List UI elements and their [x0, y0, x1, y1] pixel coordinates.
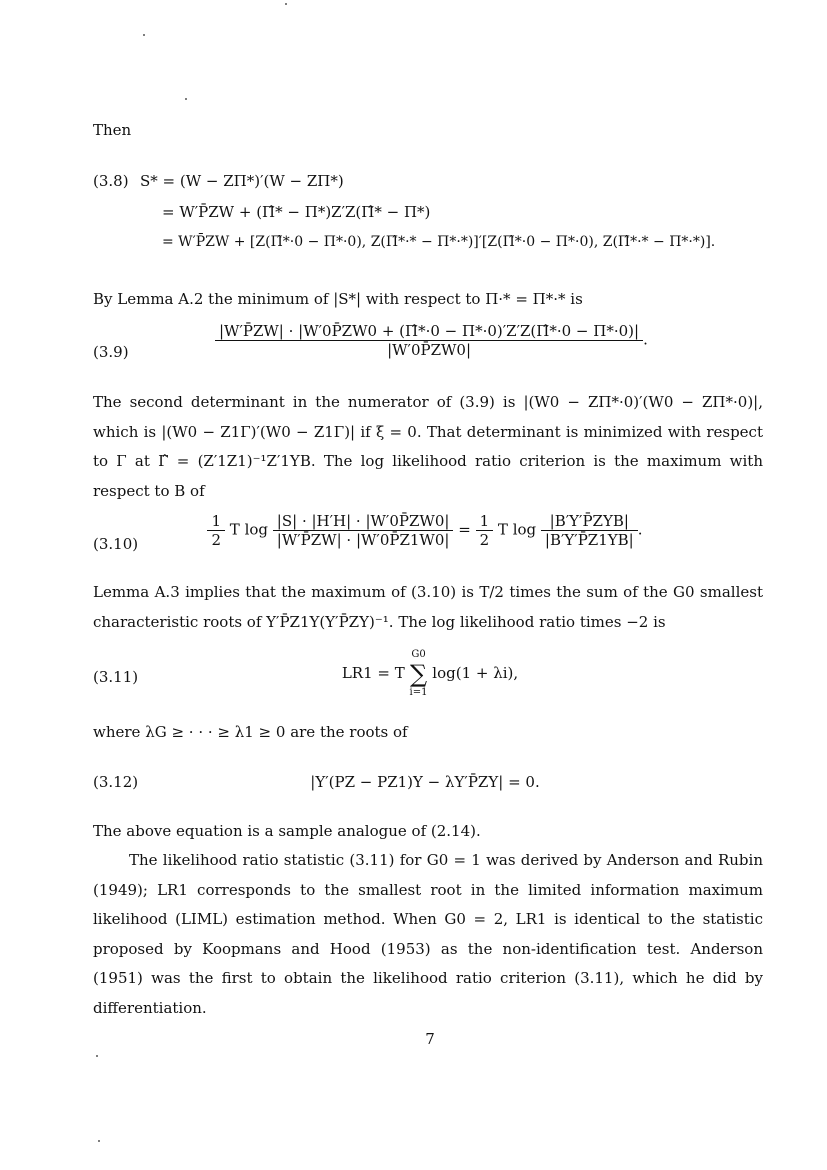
page-number: 7	[425, 1030, 435, 1048]
equation-number-3-9: (3.9)	[93, 343, 129, 361]
intro-text: Then	[93, 121, 132, 139]
half-numerator: 1	[207, 512, 225, 531]
scan-speck	[98, 1140, 100, 1142]
summation-lower-limit: i=1	[409, 687, 428, 698]
final-paragraph: The likelihood ratio statistic (3.11) for G0 = 1 was derived by Anderson and Rubin (1949); LR1 corresponds to the smallest root in the limited information maximum likelihood (LIML) estimation method. When G0 = 2, LR1 is identical to the statistic proposed by Koopmans and Hood (1953) as the non-identification test. Anderson (1951) was the first to obtain the likelihood ratio criterion (3.11), which he did by differentiation.	[93, 851, 763, 1017]
equation-3-10-half-left	[207, 512, 225, 549]
lemma-a3-paragraph: Lemma A.3 implies that the maximum of (3.10) is T/2 times the sum of the G0 smallest characteristic roots of Y′P̄Z1Y(Y′P̄ZY)⁻¹. The log likelihood ratio times −2 is	[93, 583, 763, 631]
tlog-left: T log	[229, 520, 268, 539]
summation-sign: ∑	[409, 660, 428, 688]
scan-speck	[96, 1055, 98, 1057]
analogue-sentence: The above equation is a sample analogue of (2.14).	[93, 822, 481, 840]
where-line: where λG ≥ · · · ≥ λ1 ≥ 0 are the roots of	[93, 723, 408, 741]
equation-3-11-lhs: LR1 = T	[341, 664, 405, 682]
equation-3-8-line-3: = W′P̄ZW + [Z(Π̂*·0 − Π*·0), Z(Π̂*·* − Π*·*)]′[Z(Π̂*·0 − Π*·0), Z(Π̂*·* − Π*·*)].	[162, 234, 716, 250]
equals-sign: =	[458, 520, 471, 539]
summation	[410, 648, 428, 700]
equation-3-10-lhs-fraction	[273, 512, 454, 549]
equation-3-9	[215, 322, 648, 359]
equation-number-3-10: (3.10)	[93, 535, 139, 553]
summation-upper-limit: G0	[411, 649, 426, 660]
equation-3-8-line-2: = W′P̄ZW + (Π̂* − Π*)Z′Z(Π̂* − Π*)	[162, 203, 431, 221]
scan-speck	[185, 98, 187, 100]
equation-3-11-rhs: log(1 + λi),	[432, 664, 519, 682]
lhs-numerator: |S| · |H′H| · |W′0P̄ZW0|	[273, 512, 454, 531]
half-numerator: 1	[476, 512, 494, 531]
half-denominator: 2	[211, 531, 222, 549]
equation-3-10-period: .	[637, 520, 643, 539]
equation-3-8-line-1: S* = (W − ZΠ*)′(W − ZΠ*)	[140, 172, 344, 190]
equation-number-3-8: (3.8)	[93, 172, 129, 190]
rhs-denominator: |B′Y′P̄Z1YB|	[544, 531, 634, 549]
scan-speck	[143, 34, 145, 36]
equation-3-9-numerator: |W′P̄ZW| · |W′0P̄ZW0 + (Π̂*·0 − Π*·0)′Z′Z(Π̂*·0 − Π*·0)|	[215, 322, 643, 341]
rhs-numerator: |B′Y′P̄ZYB|	[541, 512, 638, 531]
lhs-denominator: |W′P̄ZW| · |W′0P̄Z1W0|	[276, 531, 450, 549]
equation-3-11	[300, 648, 560, 700]
equation-3-10-rhs-fraction	[541, 512, 638, 549]
equation-3-9-denominator: |W′0P̄ZW0|	[387, 341, 472, 359]
equation-number-3-12: (3.12)	[93, 773, 139, 791]
equation-number-3-11: (3.11)	[93, 668, 139, 686]
lemma-a2-text: By Lemma A.2 the minimum of |S*| with respect to Π·* = Π*·* is	[93, 290, 583, 308]
scan-speck	[285, 3, 287, 5]
equation-3-9-period: .	[643, 330, 648, 349]
equation-3-9-fraction	[215, 322, 643, 359]
equation-3-12: |Y′(PZ − PZ1)Y − λY′P̄ZY| = 0.	[310, 773, 540, 791]
half-denominator: 2	[479, 531, 490, 549]
tlog-right: T log	[497, 520, 537, 539]
equation-3-10-half-right	[476, 512, 494, 549]
second-determinant-paragraph: The second determinant in the numerator of (3.9) is |(W0 − ZΠ*·0)′(W0 − ZΠ*·0)|, which is |(W0 − Z1Γ)′(W0 − Z1Γ)| if ξ = 0. That determinant is minimized with respect to Γ at Γ̂ = (Z′1Z1)⁻¹Z′1YB. The log likelihood ratio criterion is the maximum with respect to B of	[93, 393, 763, 500]
equation-3-10	[200, 512, 650, 549]
